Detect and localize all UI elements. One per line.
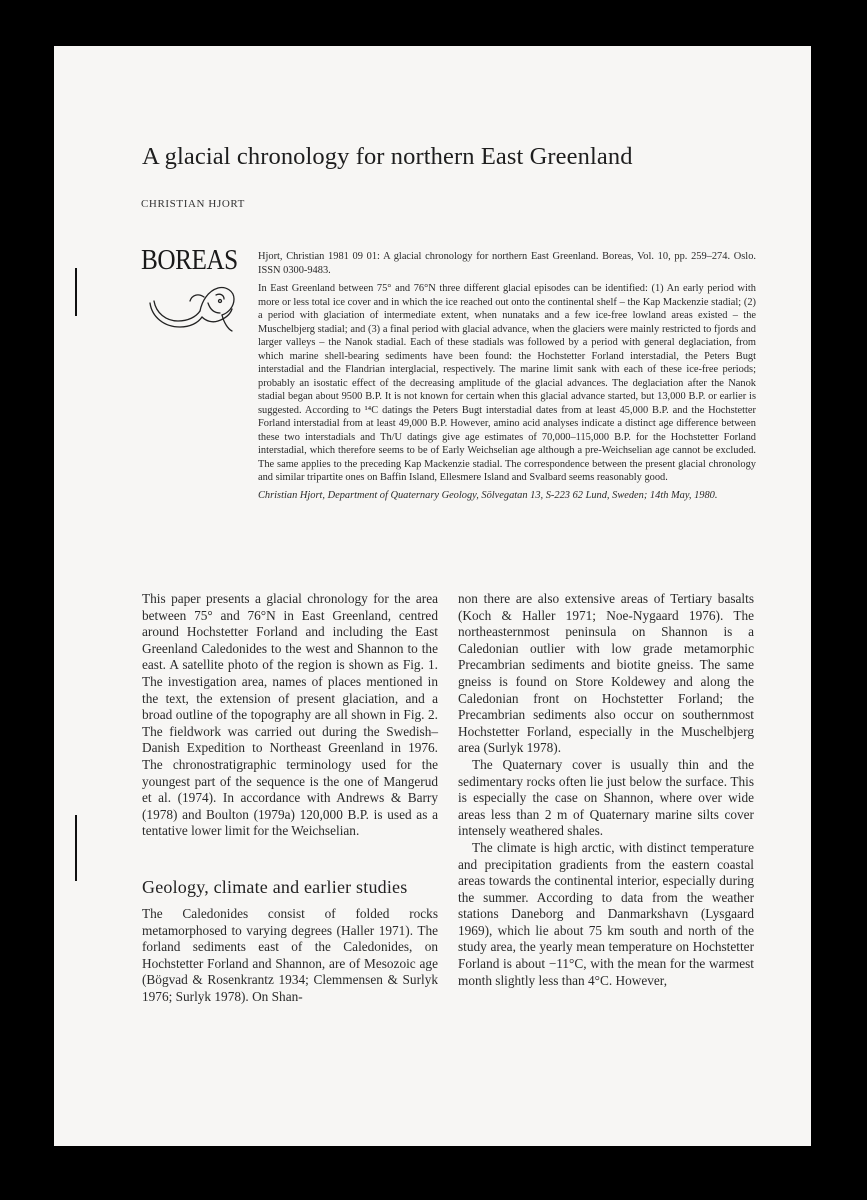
article-title: A glacial chronology for northern East Greenland: [142, 143, 633, 170]
intro-paragraph: This paper presents a glacial chronology for the area between 75° and 76°N in East Greenland, centred around Hochstetter Forland and including the East Greenland Caledonides to the west and Shannon to the east. A satellite photo of the region is shown as Fig. 1. The investigation area, names of places mentioned in the text, the extension of present glaciation, and a broad outline of the topography are all shown in Fig. 2. The fieldwork was carried out during the Swedish–Danish Expedition to Northeast Greenland in 1976. The chronostratigraphic terminology used for the youngest part of the sequence is the one of Mangerud et al. (1974). In accordance with Andrews & Barry (1978) and Boulton (1979a) 120,000 B.P. is used as a tentative lower limit for the Weichselian.: [142, 591, 438, 839]
abstract-body: In East Greenland between 75° and 76°N three different glacial episodes can be identified: (1) An early period with more or less total ice cover and in which the ice reached out onto the continental shelf – the Kap Mackenzie stadial; (2) a period with glaciation of intermediate extent, when nunataks and a few ice-free lowland areas existed – the Muschelbjerg stadial; and (3) a final period with glacial advance, when the glaciers were mainly restricted to fjords and larger valleys – the Nanok stadial. Each of these stadials was followed by a period with general deglaciation, from which marine shell-bearing sediments have been found: the Hochstetter Forland interstadial, the Peters Bugt interstadial and the Flandrian interglacial, respectively. The marine limit sank with each of these ice-free periods; probably an isostatic effect of the decreasing amplitude of the glacial advances. The deglaciation after the Nanok stadial began about 9500 B.P. It is not known for certain when this glacial advance started, but 13,000 B.P. or earlier is suggested. According to ¹⁴C datings the Peters Bugt interstadial dates from at least 45,000 B.P. and the Hochstetter Forland interstadial from at least 49,000 B.P. However, amino acid analyses indicate a distinct age difference between these two interstadials and Th/U datings give age estimates of 70,000–115,000 B.P. for the Hochstetter Forland interstadial, which therefore seems to be of Early Weichselian age although a pre-Weichselian age cannot be excluded. The same applies to the preceding Kap Mackenzie stadial. The correspondence between the present glacial chronology and similar tripartite ones on Baffin Island, Ellesmere Island and Svalbard seems reasonably good.: [258, 283, 756, 483]
article-author: CHRISTIAN HJORT: [141, 198, 245, 210]
climate-paragraph: The climate is high arctic, with distinct temperature and precipitation gradients from the eastern coastal areas towards the continental interior, especially during the summer. According to data from the weather stations Daneborg and Danmarkshavn (Lysgaard 1969), which lie about 75 km south and north of the study area, the yearly mean temperature on Hochstetter Forland is about −11°C, with the mean for the warmest month slightly less than 4°C. However,: [458, 839, 754, 988]
right-column: [458, 591, 754, 989]
section-heading: Geology, climate and earlier studies: [142, 876, 408, 897]
quaternary-paragraph: The Quaternary cover is usually thin and the sedimentary rocks often lie just below the surface. This is especially the case on Shannon, where over wide areas less than 2 m of Quaternary marine silts cover intensely weathered shales.: [458, 756, 754, 839]
citation: Hjort, Christian 1981 09 01: A glacial chronology for northern East Greenland. Boreas, Vol. 10, pp. 259–274. Oslo. ISSN 0300-9483.: [258, 251, 756, 276]
left-column: [142, 591, 438, 1005]
mammoth-logo-icon: [146, 283, 238, 335]
abstract: [258, 250, 756, 502]
margin-mark: [75, 815, 77, 881]
author-address: Christian Hjort, Department of Quaternary Geology, Sölvegatan 13, S-223 62 Lund, Sweden; 14th May, 1980.: [258, 489, 718, 501]
geology-paragraph: The Caledonides consist of folded rocks metamorphosed to varying degrees (Haller 1971). The forland sediments east of the Caledonides, on Hochstetter Forland and Shannon, are of Mesozoic age (Bögvad & Rosenkrantz 1934; Clemmensen & Surlyk 1976; Surlyk 1978). On Shan-: [142, 905, 438, 1004]
geology-paragraph-continued: non there are also extensive areas of Tertiary basalts (Koch & Haller 1971; Noe-Nygaard 1976). The northeasternmost peninsula on Shannon is a Caledonian outlier with low grade metamorphic Precambrian sediments and biotite gneiss. The same gneiss is found on Store Koldewey and along the Caledonian front on Hochstetter Forland; the Precambrian sediments also occur on southernmost Hochstetter Forland, especially in the Muschelbjerg area (Surlyk 1978).: [458, 591, 754, 756]
margin-mark: [75, 268, 77, 316]
journal-logo-text: BOREAS: [141, 245, 238, 276]
